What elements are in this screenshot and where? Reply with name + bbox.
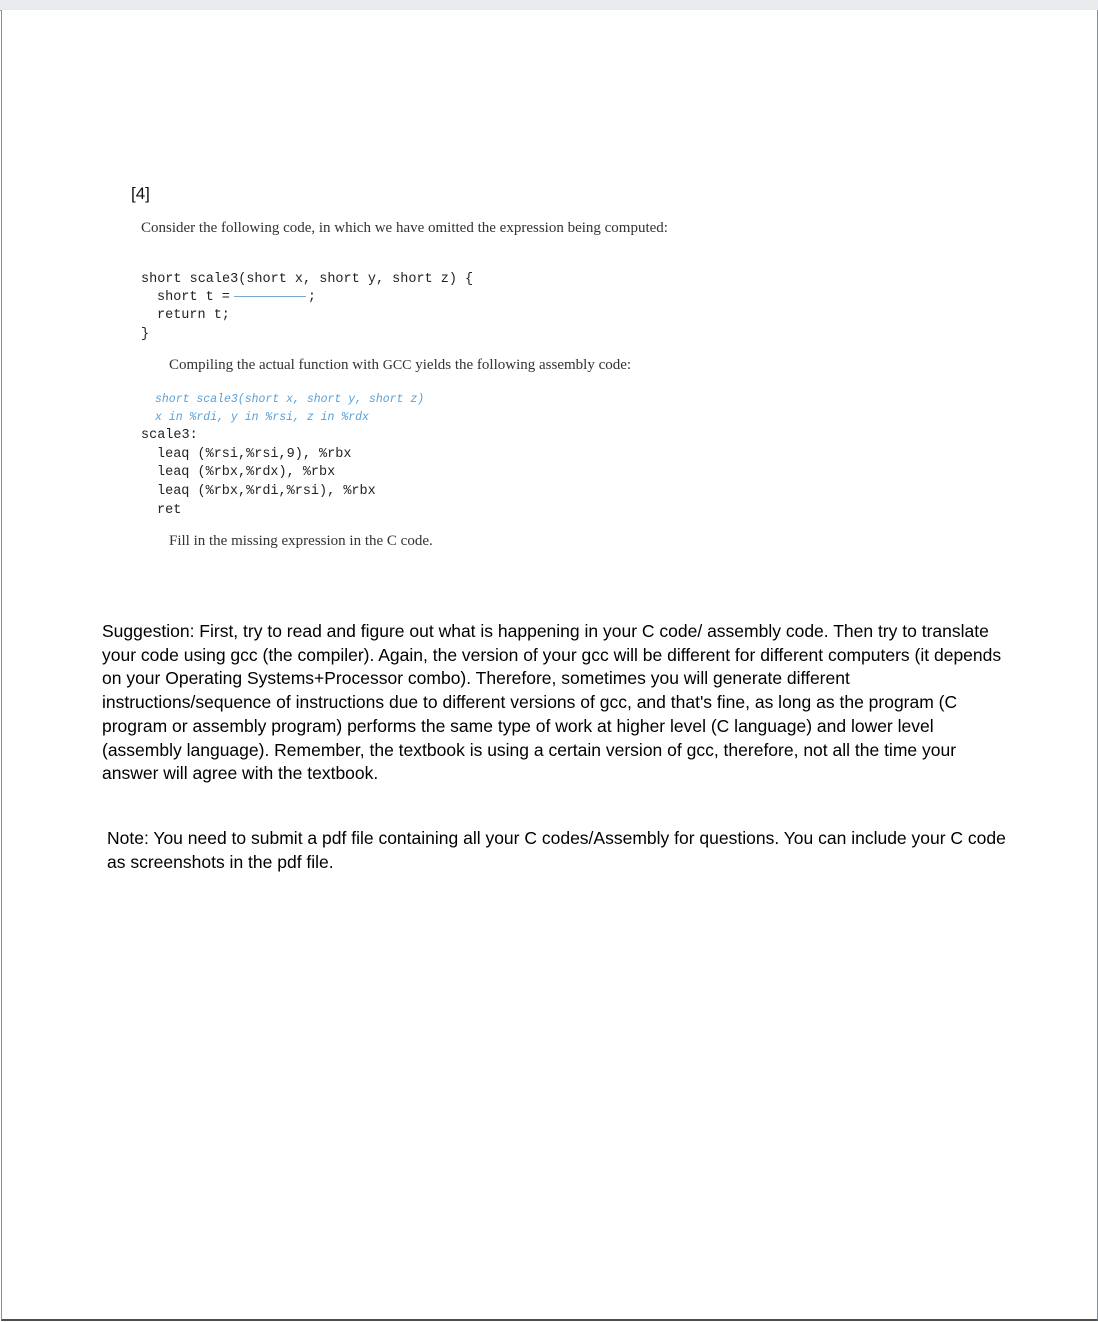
compiling-statement: [169, 357, 631, 374]
asm-line: leaq (%rbx,%rdi,%rsi), %rbx: [157, 484, 376, 499]
asm-label: scale3:: [141, 428, 198, 443]
asm-line: leaq (%rsi,%rsi,9), %rbx: [157, 447, 352, 462]
asm-line: ret: [157, 503, 182, 518]
c-code-line-signature: short scale3(short x, short y, short z) {: [141, 272, 474, 287]
missing-expression-blank: [234, 295, 306, 297]
compiling-tool: GCC: [382, 358, 412, 373]
asm-comment-signature: short scale3(short x, short y, short z): [155, 393, 425, 406]
c-code-line-return: return t;: [157, 308, 230, 323]
task-statement: Fill in the missing expression in the C code.: [169, 533, 433, 549]
assignment-suffix: ;: [307, 290, 317, 305]
c-code-line-close: }: [141, 327, 150, 342]
note-paragraph: Note: You need to submit a pdf file containing all your C codes/Assembly for questions. You can include your C code as screenshots in the pdf file.: [107, 828, 1006, 872]
asm-line: leaq (%rbx,%rdx), %rbx: [157, 465, 336, 480]
question-number: [4]: [131, 184, 150, 203]
assignment-prefix: short t =: [157, 290, 230, 305]
question-intro: Consider the following code, in which we have omitted the expression being computed:: [141, 220, 668, 236]
asm-comment-registers: x in %rdi, y in %rsi, z in %rdx: [155, 411, 369, 424]
compiling-after: yields the following assembly code:: [411, 357, 632, 373]
suggestion-paragraph: Suggestion: First, try to read and figure out what is happening in your C code/ assembly code. Then try to translate your code using gcc (the compiler). Again, the version of your gcc will be different for different computers (it depends on your Operating Systems+Processor combo). Therefore, sometimes you will generate different instructions/sequence of instructions due to different versions of gcc, and that's fine, as long as the program (C program or assembly program) performs the same type of work at higher level (C language) and lower level (assembly language). Remember, the textbook is using a certain version of gcc, therefore, not all the time your answer will agree with the textbook.: [102, 621, 1002, 784]
compiling-before: Compiling the actual function with: [169, 357, 383, 373]
c-code-line-assignment: [157, 290, 316, 305]
